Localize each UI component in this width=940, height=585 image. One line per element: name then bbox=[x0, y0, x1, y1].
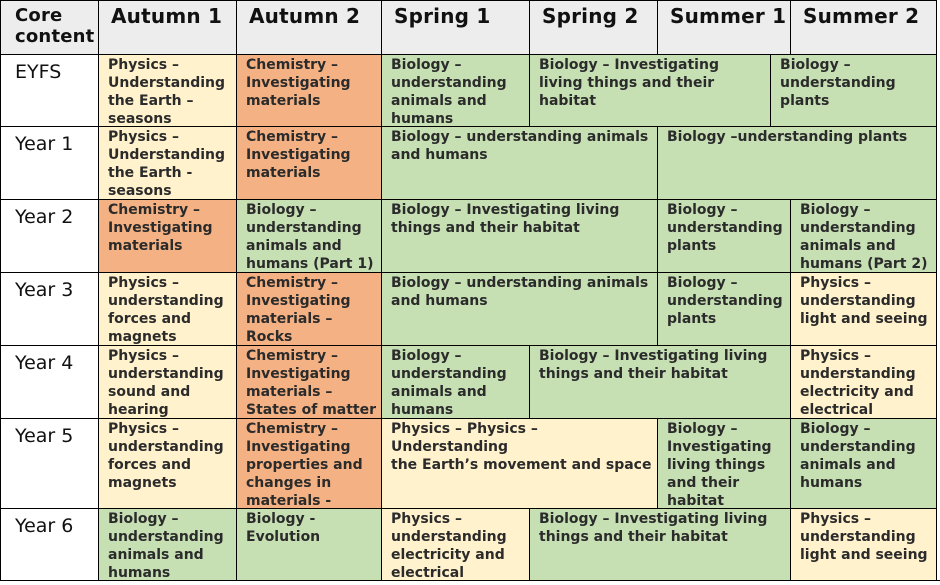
topic-cell bbox=[381, 508, 530, 581]
topic-text: Physics – understanding light and seeing bbox=[800, 275, 928, 327]
topic-text: Biology – Investigating living things and their habitat bbox=[667, 421, 772, 509]
topic-cell bbox=[236, 508, 382, 581]
topic-text: Biology –understanding plants bbox=[667, 129, 908, 145]
topic-cell bbox=[98, 508, 237, 581]
topic-cell bbox=[657, 199, 791, 273]
topic-cell bbox=[790, 418, 937, 509]
header-label: Spring 1 bbox=[394, 4, 491, 28]
header-cell bbox=[0, 0, 99, 55]
year-label-cell bbox=[0, 272, 99, 346]
topic-text: Physics – Understanding the Earth – seasons bbox=[108, 57, 226, 127]
year-label-cell bbox=[0, 199, 99, 273]
topic-cell bbox=[790, 508, 937, 581]
topic-cell bbox=[236, 418, 382, 509]
topic-cell bbox=[529, 54, 771, 127]
topic-cell bbox=[529, 508, 791, 581]
year-label-cell bbox=[0, 508, 99, 581]
topic-text: Physics – understanding light and seeing bbox=[800, 511, 928, 563]
topic-text: Chemistry – Investigating materials – States of matter bbox=[246, 348, 377, 418]
topic-cell bbox=[529, 345, 791, 419]
header-label: Autumn 2 bbox=[249, 4, 361, 28]
topic-text: Physics – understanding forces and magnets bbox=[108, 275, 224, 345]
year-label: EYFS bbox=[15, 61, 62, 83]
topic-text: Biology – understanding animals and humans bbox=[391, 129, 649, 163]
topic-text: Biology - Evolution bbox=[246, 511, 321, 545]
topic-text: Biology – Investigating living things and their habitat bbox=[539, 348, 768, 382]
header-cell bbox=[236, 0, 382, 55]
topic-text: Biology – understanding plants bbox=[667, 275, 783, 327]
topic-text: Biology – understanding animals and humans bbox=[391, 57, 507, 127]
header-label: Spring 2 bbox=[542, 4, 639, 28]
header-cell bbox=[790, 0, 937, 55]
topic-cell bbox=[236, 126, 382, 200]
topic-text: Biology – understanding animals and humans bbox=[391, 348, 507, 418]
topic-cell bbox=[98, 272, 237, 346]
topic-text: Chemistry – Investigating properties and changes in materials - bbox=[246, 421, 363, 509]
year-label: Year 6 bbox=[15, 515, 74, 537]
topic-text: Biology – understanding animals and humans bbox=[108, 511, 224, 581]
topic-cell bbox=[657, 272, 791, 346]
topic-cell bbox=[381, 418, 658, 509]
topic-text: Physics – understanding forces and magnets bbox=[108, 421, 224, 491]
header-cell bbox=[381, 0, 530, 55]
topic-text: Biology – understanding plants bbox=[667, 202, 783, 254]
topic-cell bbox=[381, 126, 658, 200]
topic-text: Chemistry – Investigating materials bbox=[108, 202, 213, 254]
topic-text: Physics – understanding electricity and electrical bbox=[391, 511, 507, 581]
topic-text: Biology – Investigating living things and their habitat bbox=[539, 57, 719, 109]
topic-text: Chemistry – Investigating materials bbox=[246, 129, 351, 181]
year-label: Year 5 bbox=[15, 425, 74, 447]
topic-cell bbox=[236, 54, 382, 127]
topic-text: Biology – Investigating living things and their habitat bbox=[539, 511, 768, 545]
topic-text: Physics – Physics – Understanding the Earth’s movement and space bbox=[391, 421, 652, 473]
topic-text: Physics – understanding sound and hearing bbox=[108, 348, 224, 418]
year-label: Year 3 bbox=[15, 279, 74, 301]
year-label-cell bbox=[0, 418, 99, 509]
topic-cell bbox=[98, 199, 237, 273]
topic-cell bbox=[381, 54, 530, 127]
header-cell bbox=[98, 0, 237, 55]
topic-text: Physics – understanding electricity and electrical bbox=[800, 348, 916, 418]
topic-cell bbox=[657, 126, 937, 200]
topic-cell bbox=[98, 345, 237, 419]
topic-cell bbox=[236, 272, 382, 346]
topic-cell bbox=[236, 199, 382, 273]
year-label-cell bbox=[0, 126, 99, 200]
topic-cell bbox=[381, 199, 658, 273]
topic-text: Chemistry – Investigating materials bbox=[246, 57, 351, 109]
topic-text: Physics – Understanding the Earth - seasons bbox=[108, 129, 226, 199]
table-bottom-edge bbox=[0, 580, 940, 585]
header-cell bbox=[529, 0, 658, 55]
year-label-cell bbox=[0, 345, 99, 419]
year-label: Year 2 bbox=[15, 206, 74, 228]
topic-text: Biology – understanding animals and humans bbox=[800, 421, 916, 491]
topic-cell bbox=[657, 418, 791, 509]
topic-cell bbox=[770, 54, 937, 127]
topic-text: Biology – understanding animals and humans (Part 2) bbox=[800, 202, 928, 272]
header-label: Summer 2 bbox=[803, 4, 920, 28]
year-label-cell bbox=[0, 54, 99, 127]
topic-text: Biology – Investigating living things and their habitat bbox=[391, 202, 620, 236]
topic-cell bbox=[790, 199, 937, 273]
topic-text: Chemistry – Investigating materials – Rocks bbox=[246, 275, 351, 345]
header-label: Summer 1 bbox=[670, 4, 787, 28]
year-label: Year 4 bbox=[15, 352, 74, 374]
year-label: Year 1 bbox=[15, 133, 74, 155]
header-label: Core content bbox=[15, 5, 95, 47]
topic-cell bbox=[790, 345, 937, 419]
topic-cell bbox=[236, 345, 382, 419]
topic-cell bbox=[98, 54, 237, 127]
topic-cell bbox=[381, 345, 530, 419]
topic-text: Biology – understanding plants bbox=[780, 57, 896, 109]
header-label: Autumn 1 bbox=[111, 4, 223, 28]
topic-cell bbox=[98, 126, 237, 200]
topic-text: Biology – understanding animals and humans (Part 1) bbox=[246, 202, 374, 272]
topic-cell bbox=[381, 272, 658, 346]
topic-cell bbox=[790, 272, 937, 346]
topic-cell bbox=[98, 418, 237, 509]
header-cell bbox=[657, 0, 791, 55]
topic-text: Biology – understanding animals and humans bbox=[391, 275, 649, 309]
